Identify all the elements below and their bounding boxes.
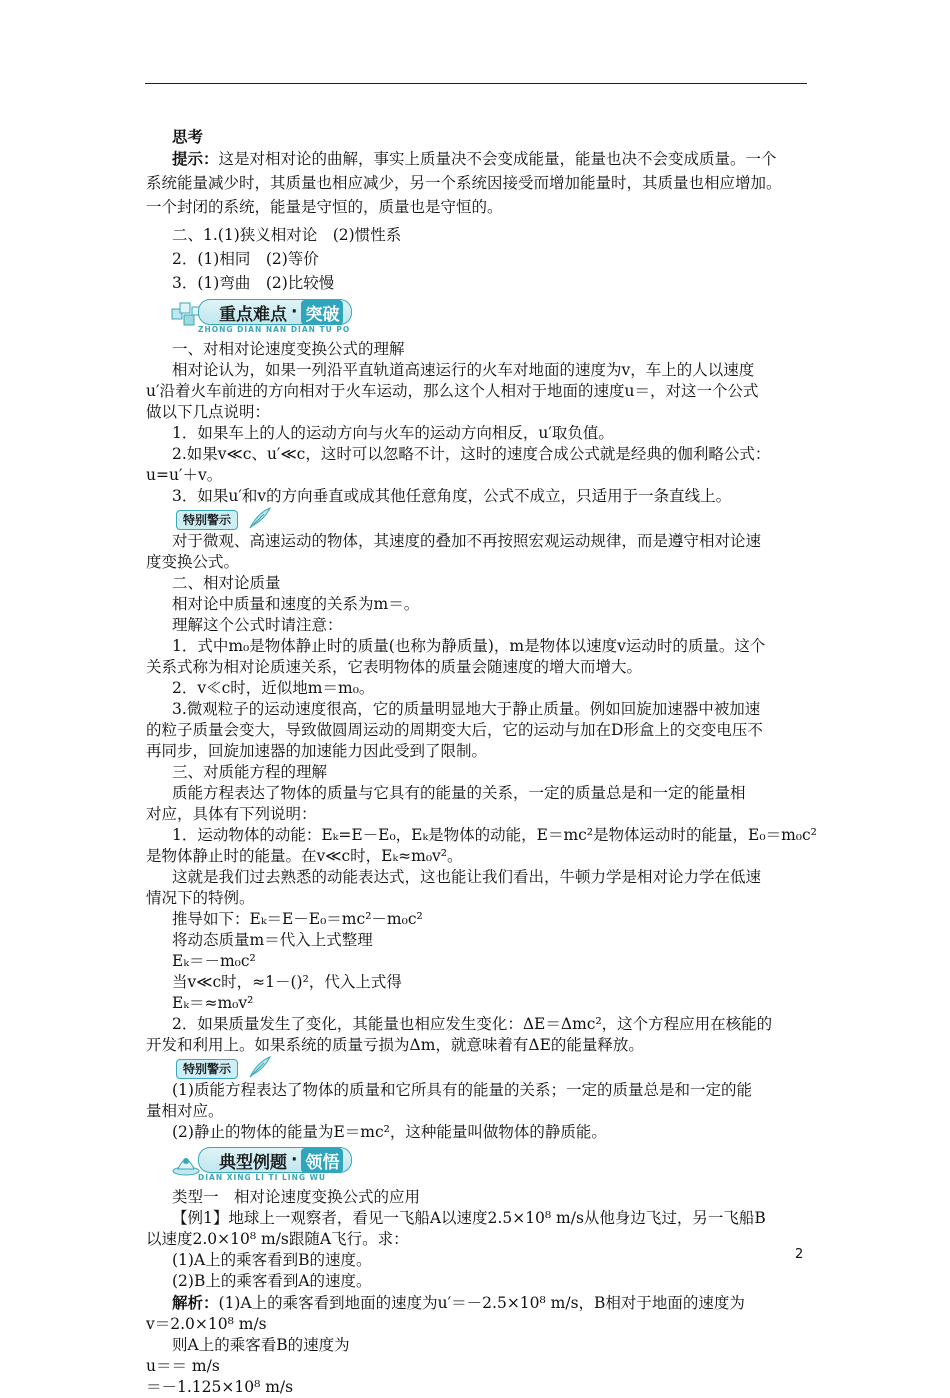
- solution-line: u＝＝ m/s: [146, 1357, 220, 1375]
- example-question: 以速度2.0×10⁸ m/s跟随A飞行。求：: [146, 1230, 409, 1248]
- body-line: 度变换公式。: [146, 553, 240, 571]
- body-line: 这就是我们过去熟悉的动能表达式，这也能让我们看出，牛顿力学是相对论力学在低速: [172, 868, 762, 886]
- body-line: 2．如果质量发生了变化，其能量也相应发生变化：ΔE＝Δmc²，这个方程应用在核能的: [172, 1015, 773, 1033]
- banner-highlight: 领悟: [301, 1148, 343, 1173]
- body-line: Eₖ＝－m₀c²: [172, 952, 256, 970]
- section-heading: 二、相对论质量: [172, 574, 281, 592]
- hint-label: 提示：: [172, 149, 219, 168]
- thinking-heading: 思考: [172, 127, 204, 146]
- body-line: 1．运动物体的动能：Eₖ=E－E₀，Eₖ是物体的动能，E＝mc²是物体运动时的能量，E₀＝m₀c²: [172, 826, 817, 844]
- page-number: 2: [795, 1247, 804, 1262]
- body-line: 质能方程表达了物体的质量与它具有的能量的关系，一定的质量总是和一定的能量相: [172, 784, 746, 802]
- example-question: (1)A上的乘客看到B的速度。: [172, 1251, 372, 1269]
- body-line: u=u′＋v。: [146, 466, 223, 484]
- banner-title: 重点难点: [219, 304, 287, 325]
- body-line: 的粒子质量会变大，导致做圆周运动的周期变大后，它的运动与加在D形盒上的交变电压不: [146, 721, 763, 739]
- example-question: (2)B上的乘客看到A的速度。: [172, 1272, 372, 1290]
- hint-first-line: [172, 147, 812, 171]
- body-line: 做以下几点说明：: [146, 403, 271, 421]
- body-line: 2．v≪c时，近似地m＝m₀。: [172, 679, 375, 697]
- solution-text: (1)A上的乘客看到地面的速度为u′＝－2.5×10⁸ m/s，B相对于地面的速度为: [218, 1294, 745, 1312]
- header-rule: [145, 83, 807, 84]
- body-line: 情况下的特例。: [146, 889, 255, 907]
- banner-highlight: 突破: [301, 300, 343, 325]
- body-line: Eₖ＝≈m₀v²: [172, 994, 254, 1012]
- document-body: [146, 126, 817, 1398]
- section-velocity-transform: [146, 339, 812, 507]
- banner-title-pill: [198, 1147, 352, 1173]
- solution-label: 解析：: [172, 1293, 219, 1312]
- hint-text: 这是对相对论的曲解，事实上质量决不会变成能量，能量也决不会变成质量。一个: [218, 150, 777, 168]
- solution-line: ＝－1.125×10⁸ m/s: [146, 1378, 294, 1396]
- body-line: 相对论认为，如果一列沿平直轨道高速运行的火车对地面的速度为v，车上的人以速度: [172, 361, 755, 379]
- solution-line: 则A上的乘客看B的速度为: [172, 1336, 350, 1354]
- body-line: 开发和利用上。如果系统的质量亏损为Δm，就意味着有ΔE的能量释放。: [146, 1036, 644, 1054]
- banner-title-pill: [198, 299, 352, 325]
- feather-icon: [246, 506, 272, 530]
- solution-first-line: [172, 1292, 812, 1314]
- body-line: 推导如下：Eₖ＝E－E₀＝mc²－m₀c²: [172, 910, 423, 928]
- solution-line: v＝2.0×10⁸ m/s: [146, 1315, 267, 1333]
- body-line: 3.微观粒子的运动速度很高，它的质量明显地大于静止质量。例如回旋加速器中被加速: [172, 700, 761, 718]
- banner-pinyin: DIAN XING LI TI LING WU: [198, 1173, 326, 1182]
- banner-title: 典型例题: [219, 1152, 287, 1173]
- body-line: 量相对应。: [146, 1102, 224, 1120]
- section-relativistic-mass: [146, 573, 812, 762]
- banner-dot: ·: [291, 302, 298, 322]
- hint-line: 系统能量减少时，其质量也相应减少，另一个系统因接受而增加能量时，其质量也相应增加。: [146, 174, 782, 192]
- body-line: 1．式中m₀是物体静止时的质量(也称为静质量)，m是物体以速度v运动时的质量。这个: [172, 637, 766, 655]
- body-line: u′沿着火车前进的方向相对于火车运动，那么这个人相对于地面的速度u＝，对这一个公式: [146, 382, 759, 400]
- feather-icon: [246, 1055, 272, 1079]
- section-mass-energy: [146, 762, 817, 1056]
- body-line: 相对论中质量和速度的关系为m＝。: [172, 595, 420, 613]
- body-line: (1)质能方程表达了物体的质量和它所具有的能量的关系；一定的质量总是和一定的能: [172, 1081, 752, 1099]
- body-line: (2)静止的物体的能量为E＝mc²，这种能量叫做物体的静质能。: [172, 1123, 607, 1141]
- example-section: [146, 1187, 812, 1398]
- banner-dot: ·: [291, 1150, 298, 1170]
- body-line: 1．如果车上的人的运动方向与火车的运动方向相反，u′取负值。: [172, 424, 614, 442]
- banner-pinyin: ZHONG DIAN NAN DIAN TU PO: [198, 325, 351, 334]
- special-warning-label: [176, 509, 812, 531]
- section-banner-key-difficulties: [170, 297, 812, 339]
- warning-tag: 特别警示: [176, 1059, 238, 1079]
- body-line: 2.如果v≪c、u′≪c，这时可以忽略不计，这时的速度合成公式就是经典的伽利略公式：: [172, 445, 771, 463]
- body-line: 是物体静止时的能量。在v≪c时，Eₖ≈m₀v²。: [146, 847, 463, 865]
- body-line: 当v≪c时，≈1－()²，代入上式得: [172, 973, 402, 991]
- answer-line: 二、1.(1)狭义相对论 (2)惯性系: [172, 226, 402, 244]
- section-banner-typical-examples: [170, 1145, 812, 1187]
- special-warning-label: [176, 1058, 812, 1080]
- body-line: 理解这个公式时请注意：: [172, 616, 343, 634]
- body-line: 对于微观、高速运动的物体，其速度的叠加不再按照宏观运动规律，而是遵守相对论速: [172, 532, 762, 550]
- body-line: 再同步，回旋加速器的加速能力因此受到了限制。: [146, 742, 488, 760]
- hint-line: 一个封闭的系统，能量是守恒的，质量也是守恒的。: [146, 198, 503, 216]
- example-type: 类型一 相对论速度变换公式的应用: [172, 1188, 421, 1206]
- body-line: 3．如果u′和v的方向垂直或成其他任意角度，公式不成立，只适用于一条直线上。: [172, 487, 732, 505]
- answer-line: 2．(1)相同 (2)等价: [172, 250, 319, 268]
- example-question: 【例1】地球上一观察者，看见一飞船A以速度2.5×10⁸ m/s从他身边飞过，另一飞船B: [172, 1209, 766, 1227]
- warning-tag: 特别警示: [176, 510, 238, 530]
- section-heading: 三、对质能方程的理解: [172, 763, 328, 781]
- body-line: 关系式称为相对论质速关系，它表明物体的质量会随速度的增大而增大。: [146, 658, 643, 676]
- body-line: 对应，具体有下列说明：: [146, 805, 317, 823]
- answer-line: 3．(1)弯曲 (2)比较慢: [172, 274, 335, 292]
- section-heading: 一、对相对论速度变换公式的理解: [172, 340, 405, 358]
- body-line: 将动态质量m＝代入上式整理: [172, 931, 373, 949]
